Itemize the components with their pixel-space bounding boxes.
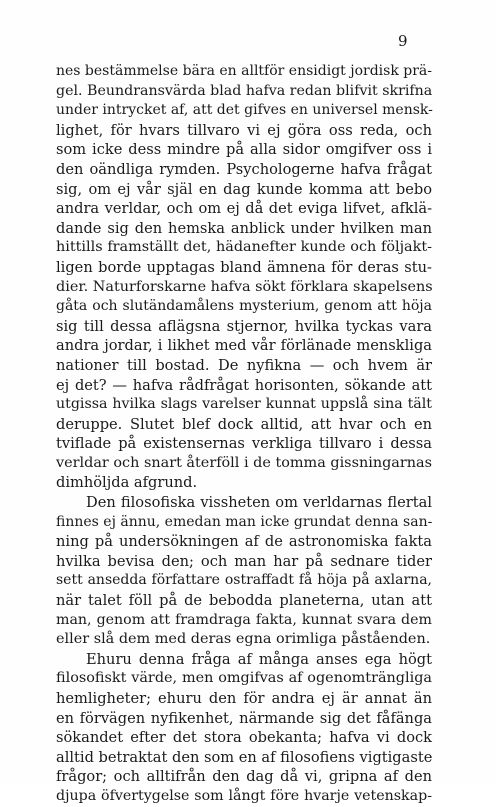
- text-line: hemligheter; ehuru den för andra ej är annat än: [56, 690, 432, 707]
- text-line: sig, om ej vår själ en dag kunde komma att bebo: [56, 180, 432, 198]
- text-line: sökandet efter det stora obekanta; hafva vi dock: [56, 729, 432, 747]
- text-line: dande sig den hemska anblick under hvilken man: [56, 219, 432, 237]
- text-line: deruppe. Slutet blef dock alltid, att hvar och en: [56, 415, 432, 433]
- text-line: Ehuru denna fråga af många anses ega högt: [86, 650, 432, 668]
- text-line: filosofiskt värde, men omgifvas af ogenomträngliga: [56, 670, 432, 687]
- text-line: andra verldar, och om ej då det eviga lifvet, afklä-: [56, 200, 432, 218]
- text-line: eller slå dem med deras egna orimliga påståenden.: [56, 631, 431, 648]
- text-line: dier. Naturforskarne hafva sökt förklara skapelsens: [56, 278, 433, 295]
- text-line: andra jordar, i likhet med vår förlänade menskliga: [56, 337, 432, 355]
- text-line: hvilka bevisa den; och man har på sednare tider: [56, 552, 432, 570]
- text-line: frågor; och alltifrån den dag då vi, gripna af den: [56, 768, 432, 786]
- text-line: gåta och slutändamålens mysterium, genom att höja: [56, 298, 432, 315]
- text-line: den oändliga rymden. Psychologerne hafva frågat: [56, 160, 432, 178]
- text-line: dimhöljda afgrund.: [56, 474, 198, 492]
- text-line: nes bestämmelse bära en alltför ensidigt jordisk prä-: [56, 63, 432, 79]
- text-line: verldar och snart återföll i de tomma gissningarnas: [56, 454, 432, 471]
- text-line: ej det? — hafva rådfrågat horisonten, sökande att: [56, 376, 432, 394]
- text-line: utgissa hvilka slags varelser kunnat uppslå sina tält: [56, 396, 432, 413]
- text-line: finnes ej ännu, emedan man icke grundat denna san-: [56, 513, 433, 530]
- text-line: ligen borde upptagas bland ämnena för deras stu-: [56, 258, 432, 276]
- text-line: ning på undersökningen af de astronomiska fakta: [56, 533, 432, 551]
- text-line: under intrycket af, att det gifves en universel mensk-: [56, 102, 433, 119]
- text-line: som icke dess mindre på alla sidor omgifver oss i: [56, 141, 432, 159]
- text-line: sett ansedda författare ostraffadt få höja på axlarna,: [56, 572, 432, 589]
- text-line: man, genom att framdraga fakta, kunnat svara dem: [56, 611, 432, 628]
- text-line: hittills framställt det, hädanefter kunde och följakt-: [56, 239, 432, 256]
- page-number: 9: [398, 32, 408, 50]
- text-line: gel. Beundransvärda blad hafva redan blifvit skrifna: [56, 82, 433, 99]
- text-line: alltid betraktat den som en af filosofiens vigtigaste: [56, 748, 433, 766]
- text-line: en förvägen nyfikenhet, närmande sig det fåfänga: [56, 709, 432, 727]
- text-line: Den filosofiska vissheten om verldarnas flertal: [86, 494, 432, 512]
- text-line: nationer till bostad. De nyfikna — och hvem är: [56, 356, 432, 374]
- text-line: tviflade på existensernas verkliga tillvaro i dessa: [56, 435, 432, 453]
- text-line: lighet, för hvars tillvaro vi ej göra oss reda, och: [56, 121, 432, 139]
- text-line: djupa öfvertygelse som långt före hvarje vetenskap-: [56, 787, 432, 804]
- text-line: sig till dessa aflägsna stjernor, hvilka tyckas vara: [56, 317, 432, 335]
- text-line: när talet föll på de bebodda planeterna, utan att: [56, 592, 432, 610]
- body-text: [56, 62, 432, 807]
